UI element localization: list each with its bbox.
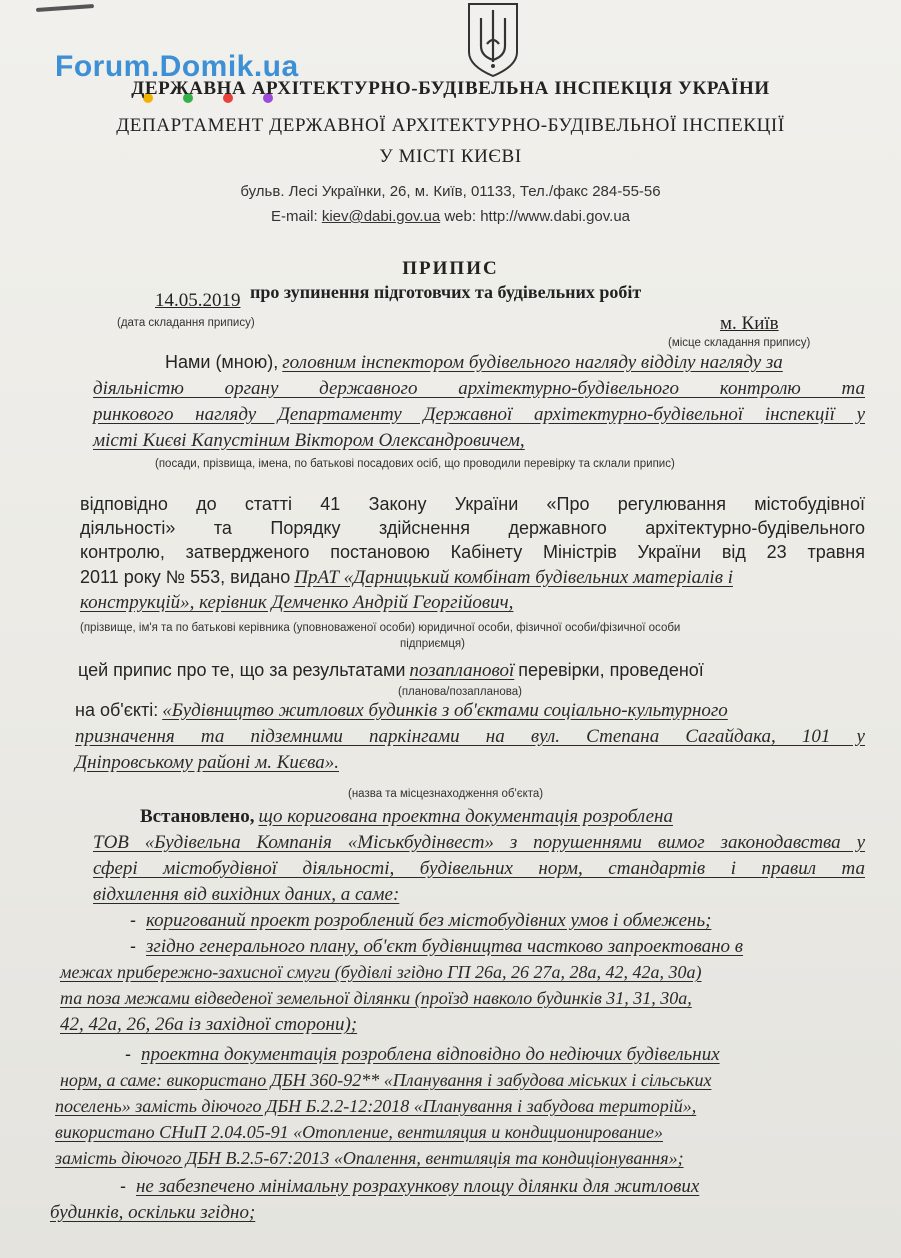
bullet-2-text: згідно генерального плану, об'єкт будівництва частково запроектовано в	[146, 936, 744, 957]
watermark: Forum.Domik.ua	[55, 50, 299, 83]
para2-line4-plain: 2011 року № 553, видано	[80, 567, 291, 587]
object-caption: (назва та місцезнаходження об'єкта)	[348, 788, 544, 800]
para2-caption-1: (прізвище, ім'я та по батькові керівника (уповноваженої особи) юридичної особи, фізичної особи/фізичної особи	[80, 622, 681, 634]
para2-line4-italic: ПрАТ «Дарницький комбінат будівельних матеріалів і	[294, 567, 733, 588]
bullet-2: - згідно генерального плану, об'єкт будівництва частково запроектовано в	[130, 936, 744, 957]
para1-caption: (посади, прізвища, імена, по батькові посадових осіб, що проводили перевірку та склали припис)	[155, 458, 675, 470]
doc-place: м. Київ	[720, 313, 779, 334]
para2-line5: конструкцій», керівник Демченко Андрій Георгійович,	[80, 592, 514, 613]
doc-subtitle: про зупинення підготовчих та будівельних робіт	[250, 282, 642, 302]
bullet-3-line4: використано СНиП 2.04.05-91 «Отопление, вентиляция и кондиционирование»	[55, 1122, 664, 1142]
bullet-4-line2: будинків, оскільки згідно;	[50, 1202, 256, 1223]
bullet-3-text: проектна документація розроблена відповідно до недіючих будівельних	[141, 1044, 720, 1065]
bullet-1: - коригований проект розроблений без містобудівних умов і обмежень;	[130, 910, 712, 931]
bullet-2-line4: 42, 42а, 26, 26а із західної сторони);	[60, 1014, 358, 1035]
findings-line3: сфері містобудівної діяльності, будівельних норм, стандартів і правил та	[93, 858, 865, 879]
para2-caption-2: підприємця)	[400, 638, 465, 650]
bullet-2-line3: та поза межами відведеної земельної ділянки (проїзд навколо будинків 31, 31, 30а,	[60, 988, 692, 1008]
email-label: E-mail:	[270, 208, 318, 225]
para1-lead: Нами (мною),	[165, 352, 279, 372]
para2-line2: діяльності» та Порядку здійснення державного архітектурно-будівельного	[80, 518, 865, 538]
para3-line1	[78, 660, 704, 682]
findings-lead: Встановлено,	[140, 806, 255, 827]
para3-check-type: позапланової	[409, 660, 515, 681]
bullet-1-text: коригований проект розроблений без містобудівних умов і обмежень;	[146, 910, 712, 931]
bullet-3-line3: поселень» замість діючого ДБН Б.2.2-12:2018 «Планування і забудова територій»,	[55, 1096, 697, 1116]
para1-line4: місті Києві Капустіним Віктором Олександровичем,	[93, 430, 525, 451]
place-caption: (місце складання припису)	[668, 337, 811, 349]
object-line1	[75, 700, 728, 722]
para3-caption: (планова/позапланова)	[398, 686, 522, 698]
object-label: на об'єкті:	[75, 700, 159, 720]
object-line3: Дніпровському районі м. Києва».	[75, 752, 339, 773]
para2-line1: відповідно до статті 41 Закону України «Про регулювання містобудівної	[80, 494, 865, 514]
department-line-1: ДЕПАРТАМЕНТ ДЕРЖАВНОЇ АРХІТЕКТУРНО-БУДІВЕЛЬНОЇ ІНСПЕКЦІЇ	[116, 115, 785, 136]
para1-line3: ринкового нагляду Департаменту Державної архітектурно-будівельної інспекції у	[93, 404, 865, 425]
para3-pre: цей припис про те, що за результатами	[78, 660, 406, 680]
bullet-3-line2: норм, а саме: використано ДБН 360-92** «Планування і забудова міських і сільських	[60, 1070, 712, 1090]
para2-line4	[80, 567, 733, 589]
email-link[interactable]: kiev@dabi.gov.ua	[321, 208, 441, 225]
date-caption: (дата складання припису)	[117, 317, 255, 329]
department-line-2: У МІСТІ КИЄВІ	[379, 146, 522, 167]
findings-line1	[140, 806, 673, 828]
address: бульв. Лесі Українки, 26, м. Київ, 01133, Тел./факс 284-55-56	[240, 183, 661, 200]
bullet-4: - не забезпечено мінімальну розрахункову площу ділянки для житлових	[120, 1176, 700, 1197]
bullet-3: - проектна документація розроблена відповідно до недіючих будівельних	[125, 1044, 720, 1065]
org-name: ДЕРЖАВНА АРХІТЕКТУРНО-БУДІВЕЛЬНА ІНСПЕКЦІЯ УКРАЇНИ	[131, 78, 770, 99]
pen-mark	[36, 4, 94, 12]
doc-title: ПРИПИС	[402, 258, 499, 279]
findings-text-1: що коригована проектна документація розроблена	[258, 806, 673, 827]
object-line2: призначення та підземними паркінгами на вул. Степана Сагайдака, 101 у	[75, 726, 865, 747]
contacts	[0, 208, 901, 225]
para1-line2: діяльністю органу державного архітектурно-будівельного контролю та	[93, 378, 865, 399]
web-address: web: http://www.dabi.gov.ua	[444, 208, 631, 225]
findings-line4: відхилення від вихідних даних, а саме:	[93, 884, 400, 905]
bullet-3-line5: замість діючого ДБН В.2.5-67:2013 «Опалення, вентиляція та кондиціонування»;	[55, 1148, 684, 1168]
para2-line3: контролю, затвердженого постановою Кабінету Міністрів України від 23 травня	[80, 542, 865, 562]
para1-text-1: головним інспектором будівельного нагляду відділу нагляду за	[282, 352, 783, 373]
bullet-2-line2: межах прибережно-захисної смуги (будівлі згідно ГП 26а, 26 27а, 28а, 42, 42а, 30а)	[60, 962, 702, 982]
bullet-4-text: не забезпечено мінімальну розрахункову площу ділянки для житлових	[136, 1176, 700, 1197]
trident-emblem-icon	[463, 0, 523, 78]
para3-post: перевірки, проведеної	[518, 660, 704, 680]
para1-line1	[165, 352, 783, 374]
doc-date: 14.05.2019	[155, 290, 241, 311]
object-text-1: «Будівництво житлових будинків з об'єктами соціально-культурного	[162, 700, 728, 721]
findings-line2: ТОВ «Будівельна Компанія «Міськбудінвест» з порушеннями вимог законодавства у	[93, 832, 865, 853]
